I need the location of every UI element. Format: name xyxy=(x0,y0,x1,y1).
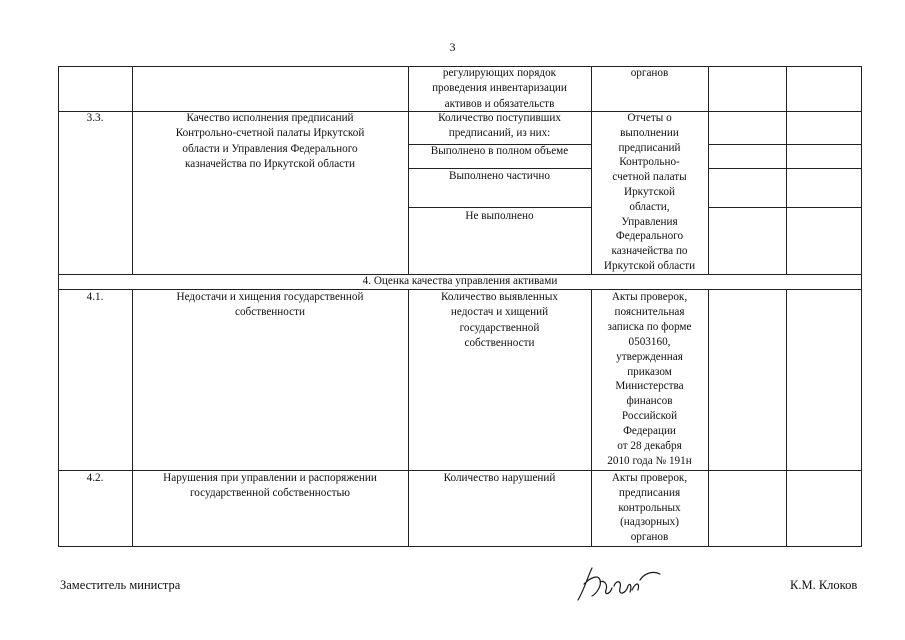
source-cell: Отчеты о выполнении предписаний Контрольно- счетной палаты Иркутской области, Управления Федерального казначейства по Иркутской области xyxy=(603,112,696,272)
row-number: 4.1. xyxy=(86,291,104,303)
indicator-cell: Количество нарушений xyxy=(443,472,556,484)
signatory-name: К.М. Клоков xyxy=(790,578,858,592)
right-cells-divider xyxy=(708,144,862,145)
signature xyxy=(570,560,680,615)
right-cells-divider xyxy=(708,207,862,208)
table-bottom-border xyxy=(58,546,862,547)
row-number: 3.3. xyxy=(86,112,104,124)
row-title: Недостачи и хищения государственной собственности xyxy=(176,291,364,319)
row-title: Качество исполнения предписаний Контрольно-счетной палаты Иркутской области и Управления Федерального казначейства по Иркутской области xyxy=(175,112,365,171)
continuation-indicator-cell: регулирующих порядок проведения инвентаризации активов и обязательств xyxy=(432,67,567,110)
indicator-header: Количество поступивших предписаний, из них: xyxy=(438,112,561,140)
right-cells-divider xyxy=(708,168,862,169)
row-title: Нарушения при управлении и распоряжении государственной собственностью xyxy=(163,472,377,500)
signatory-position: Заместитель министра xyxy=(60,578,181,592)
row-number: 4.2. xyxy=(86,472,104,484)
subrow-divider xyxy=(408,207,591,208)
source-cell: Акты проверок, пояснительная записка по форме 0503160, утвержденная приказом Министерства финансов Российской Федерации от 28 декабря 2010 года № 191н xyxy=(607,291,692,467)
column-divider xyxy=(786,289,787,547)
indicator-not: Не выполнено xyxy=(465,210,534,222)
indicator-full: Выполнено в полном объеме xyxy=(430,145,569,157)
indicator-cell: Количество выявленных недостач и хищений государственной собственности xyxy=(441,291,558,350)
source-cell: Акты проверок, предписания контрольных (надзорных) органов xyxy=(611,472,688,544)
column-divider xyxy=(132,289,133,547)
column-divider xyxy=(786,66,787,275)
indicator-partial: Выполнено частично xyxy=(449,170,550,182)
column-divider xyxy=(708,66,709,275)
section-title: 4. Оценка качества управления активами xyxy=(362,275,558,287)
column-divider xyxy=(708,289,709,547)
table-right-border xyxy=(861,66,862,547)
handwritten-signature xyxy=(570,560,680,610)
continuation-source-cell: органов xyxy=(630,67,669,79)
page-number: 3 xyxy=(449,40,456,54)
